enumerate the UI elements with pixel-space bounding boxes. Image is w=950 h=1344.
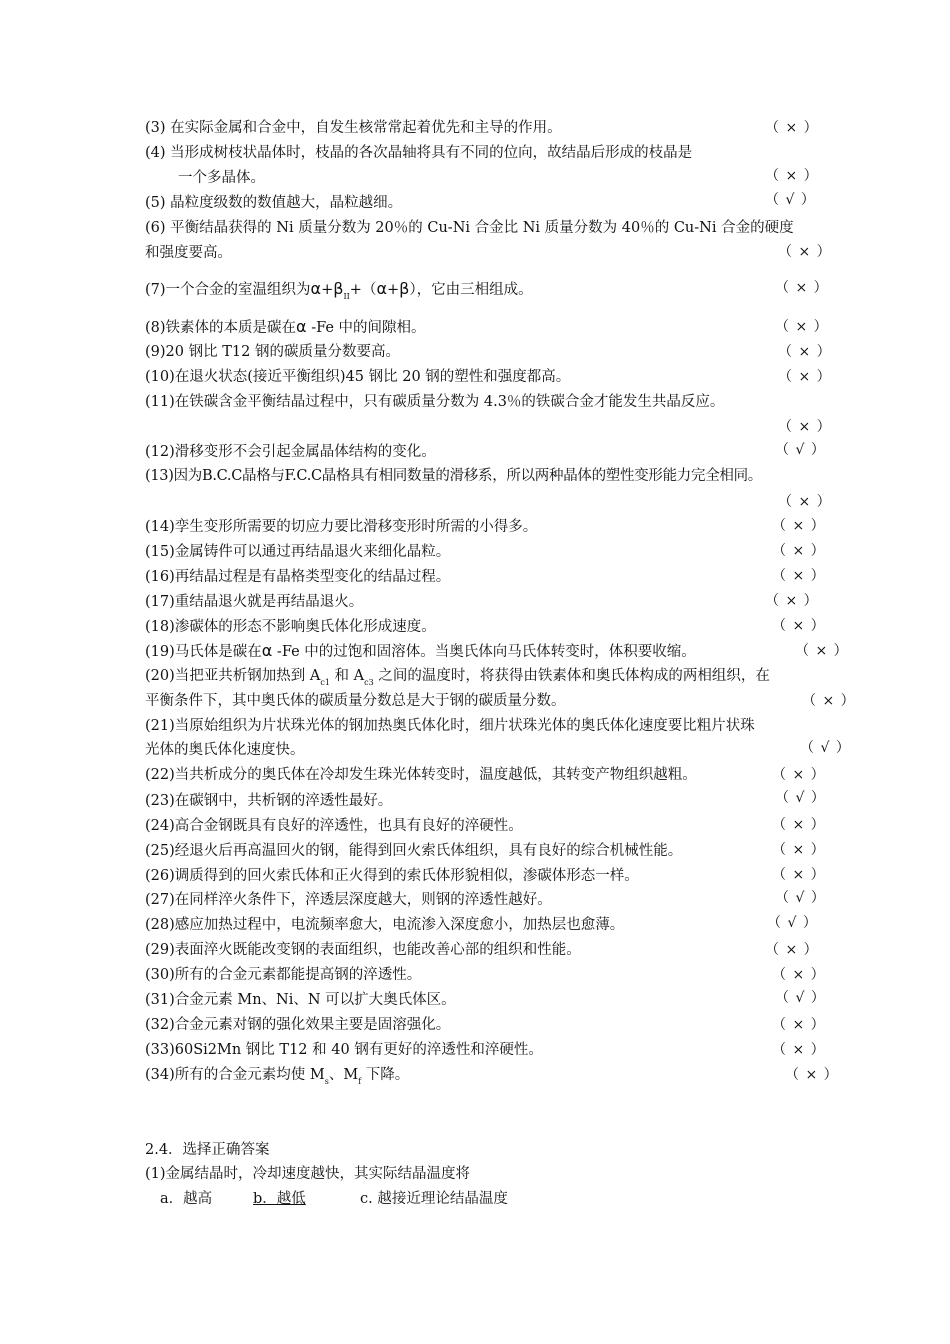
judgment-34-answer: （ × ）: [785, 1067, 839, 1083]
judgment-17-answer: （ × ）: [765, 593, 819, 609]
paren-open: （: [361, 282, 377, 298]
judgment-29-text: (29)表面淬火既能改变钢的表面组织，也能改善心部的组织和性能。: [145, 942, 581, 958]
judgment-20-text-b: 和 A: [329, 668, 365, 684]
section-heading: 2.4．选择正确答案: [145, 1142, 270, 1158]
judgment-25-answer: （ × ）: [772, 842, 826, 858]
judgment-8-text-b: -Fe 中的间隙相。: [306, 320, 426, 336]
judgment-33-text: (33)60Si2Mn 钢比 T12 和 40 钢有更好的淬透性和淬硬性。: [145, 1042, 543, 1058]
judgment-8-line: [145, 317, 426, 338]
judgment-4-text: (4) 当形成树枝状晶体时，枝晶的各次晶轴将具有不同的位向，故结晶后形成的枝晶是: [145, 145, 693, 161]
judgment-22-answer: （ × ）: [772, 767, 826, 783]
judgment-28-text: (28)感应加热过程中，电流频率愈大，电流渗入深度愈小，加热层也愈薄。: [145, 917, 625, 933]
judgment-12-answer: （ √ ）: [775, 442, 826, 458]
judgment-34-text-b: 、M: [328, 1067, 359, 1083]
judgment-16-text: (16)再结晶过程是有晶格类型变化的结晶过程。: [145, 569, 451, 585]
judgment-11-answer: （ × ）: [778, 419, 832, 435]
judgment-9-text: (9)20 钢比 T12 钢的碳质量分数要高。: [145, 344, 400, 360]
alpha-symbol-4: α: [261, 641, 273, 660]
judgment-20-text-cont: 平衡条件下，其中奥氏体的碳质量分数总是大于钢的碳质量分数。: [145, 693, 566, 709]
judgment-11-text: (11)在铁碳含金平衡结晶过程中，只有碳质量分数为 4.3％的铁碳合金才能发生共晶反应。: [145, 394, 725, 410]
judgment-7-answer: （ × ）: [775, 280, 829, 296]
judgment-28-answer: （ √ ）: [767, 915, 818, 931]
judgment-34-text-c: 下降。: [361, 1067, 410, 1083]
judgment-7-line: [145, 279, 533, 307]
judgment-27-text: (27)在同样淬火条件下，淬透层深度越大，则钢的淬透性越好。: [145, 892, 552, 908]
judgment-14-text: (14)孪生变形所需要的切应力要比滑移变形时所需的小得多。: [145, 519, 538, 535]
plus-symbol: +: [321, 282, 334, 298]
judgment-15-answer: （ × ）: [772, 543, 826, 559]
judgment-4-answer: （ × ）: [765, 168, 819, 184]
judgment-24-answer: （ × ）: [772, 817, 826, 833]
judgment-25-text: (25)经退火后再高温回火的钢，能得到回火索氏体组织，具有良好的综合机械性能。: [145, 843, 683, 859]
judgment-23-answer: （ √ ）: [775, 790, 826, 806]
question-1-text: (1)金属结晶时，冷却速度越快，其实际结晶温度将: [145, 1166, 471, 1182]
judgment-27-answer: （ √ ）: [775, 890, 826, 906]
option-c: c. 越接近理论结晶温度: [360, 1191, 508, 1207]
judgment-8-answer: （ × ）: [775, 319, 829, 335]
judgment-13-text: (13)因为B.C.C晶格与F.C.C晶格具有相同数量的滑移系，所以两种晶体的塑性变形能力完全相同。: [145, 468, 763, 484]
judgment-12-text: (12)滑移变形不会引起金属晶体结构的变化。: [145, 444, 436, 460]
plus-symbol-2: +: [349, 282, 362, 298]
judgment-10-text: (10)在退火状态(接近平衡组织)45 钢比 20 钢的塑性和强度都高。: [145, 369, 571, 385]
judgment-16-answer: （ × ）: [772, 568, 826, 584]
judgment-18-answer: （ × ）: [772, 618, 826, 634]
judgment-6-answer: （ × ）: [778, 244, 832, 260]
judgment-20-line: [145, 666, 770, 693]
judgment-34-text-a: (34)所有的合金元素均使 M: [145, 1067, 325, 1083]
judgment-31-text: (31)合金元素 Mn、Ni、N 可以扩大奥氏体区。: [145, 992, 456, 1008]
beta-symbol-2: β: [399, 279, 410, 298]
subscript-ii: II: [343, 292, 350, 301]
judgment-20-text-a: (20)当把亚共析钢加热到 A: [145, 668, 321, 684]
subscript-c3: c3: [364, 678, 374, 687]
judgment-19-text-b: -Fe 中的过饱和固溶体。当奥氏体向马氏体转变时，体积要收缩。: [272, 644, 696, 660]
judgment-33-answer: （ × ）: [772, 1042, 826, 1058]
subscript-c1: c1: [320, 678, 330, 687]
judgment-9-answer: （ × ）: [778, 344, 832, 360]
judgment-31-answer: （ √ ）: [775, 990, 826, 1006]
judgment-5-answer: （ √ ）: [765, 192, 816, 208]
judgment-3-answer: （ × ）: [765, 120, 819, 136]
alpha-symbol-2: α: [376, 279, 387, 298]
judgment-14-answer: （ × ）: [772, 518, 826, 534]
judgment-19-answer: （ × ）: [795, 643, 849, 659]
judgment-21-text: (21)当原始组织为片状珠光体的钢加热奥氏体化时，细片状珠光体的奥氏体化速度要比粗片状珠: [145, 718, 755, 734]
judgment-20-text-c: 之间的温度时，将获得由铁素体和奥氏体构成的两相组织，在: [373, 668, 770, 684]
judgment-21-answer: （ √ ）: [800, 740, 851, 756]
option-b-selected: b．越低: [253, 1191, 306, 1207]
beta-symbol: β: [333, 279, 344, 298]
plus-symbol-3: +: [387, 282, 400, 298]
judgment-29-answer: （ × ）: [765, 942, 819, 958]
judgment-22-text: (22)当共析成分的奥氏体在冷却发生珠光体转变时，温度越低，其转变产物组织越粗。: [145, 767, 697, 783]
judgment-30-answer: （ × ）: [772, 967, 826, 983]
judgment-21-text-cont: 光体的奥氏体化速度快。: [145, 742, 305, 758]
judgment-15-text: (15)金属铸件可以通过再结晶退火来细化晶粒。: [145, 544, 451, 560]
judgment-20-answer: （ × ）: [802, 693, 856, 709]
judgment-26-text: (26)调质得到的回火索氏体和正火得到的索氏体形貌相似，渗碳体形态一样。: [145, 868, 639, 884]
judgment-23-text: (23)在碳钢中，共析钢的淬透性最好。: [145, 793, 393, 809]
judgment-10-answer: （ × ）: [778, 369, 832, 385]
alpha-symbol-3: α: [296, 317, 307, 336]
paren-close: ）: [409, 282, 417, 298]
judgment-30-text: (30)所有的合金元素都能提高钢的淬透性。: [145, 967, 422, 983]
judgment-19-line: [145, 641, 696, 662]
judgment-7-text-a: (7)一个合金的室温组织为: [145, 282, 311, 298]
option-a: a．越高: [160, 1191, 213, 1207]
judgment-24-text: (24)高合金钢既具有良好的淬透性，也具有良好的淬硬性。: [145, 818, 523, 834]
judgment-7-text-b: ，它由三相组成。: [416, 282, 533, 298]
judgment-5-text: (5) 晶粒度级数的数值越大，晶粒越细。: [145, 195, 403, 211]
subscript-f: f: [358, 1077, 362, 1086]
alpha-symbol: α: [310, 279, 322, 298]
judgment-6-text-cont: 和强度要高。: [145, 245, 232, 261]
judgment-26-answer: （ × ）: [772, 867, 826, 883]
subscript-s: s: [324, 1077, 329, 1086]
judgment-32-text: (32)合金元素对钢的强化效果主要是固溶强化。: [145, 1017, 451, 1033]
judgment-17-text: (17)重结晶退火就是再结晶退火。: [145, 594, 364, 610]
judgment-3-text: (3) 在实际金属和合金中，自发生核常常起着优先和主导的作用。: [145, 120, 562, 136]
judgment-34-line: [145, 1065, 409, 1092]
judgment-13-answer: （ × ）: [778, 494, 832, 510]
judgment-8-text-a: (8)铁素体的本质是碳在: [145, 320, 297, 336]
judgment-18-text: (18)渗碳体的形态不影响奥氏体化形成速度。: [145, 619, 436, 635]
judgment-4-text-cont: 一个多晶体。: [178, 170, 265, 186]
judgment-6-text: (6) 平衡结晶获得的 Ni 质量分数为 20％的 Cu-Ni 合金比 Ni 质量分数为 40％的 Cu-Ni 合金的硬度: [145, 220, 794, 236]
judgment-32-answer: （ × ）: [772, 1017, 826, 1033]
judgment-19-text-a: (19)马氏体是碳在: [145, 644, 262, 660]
